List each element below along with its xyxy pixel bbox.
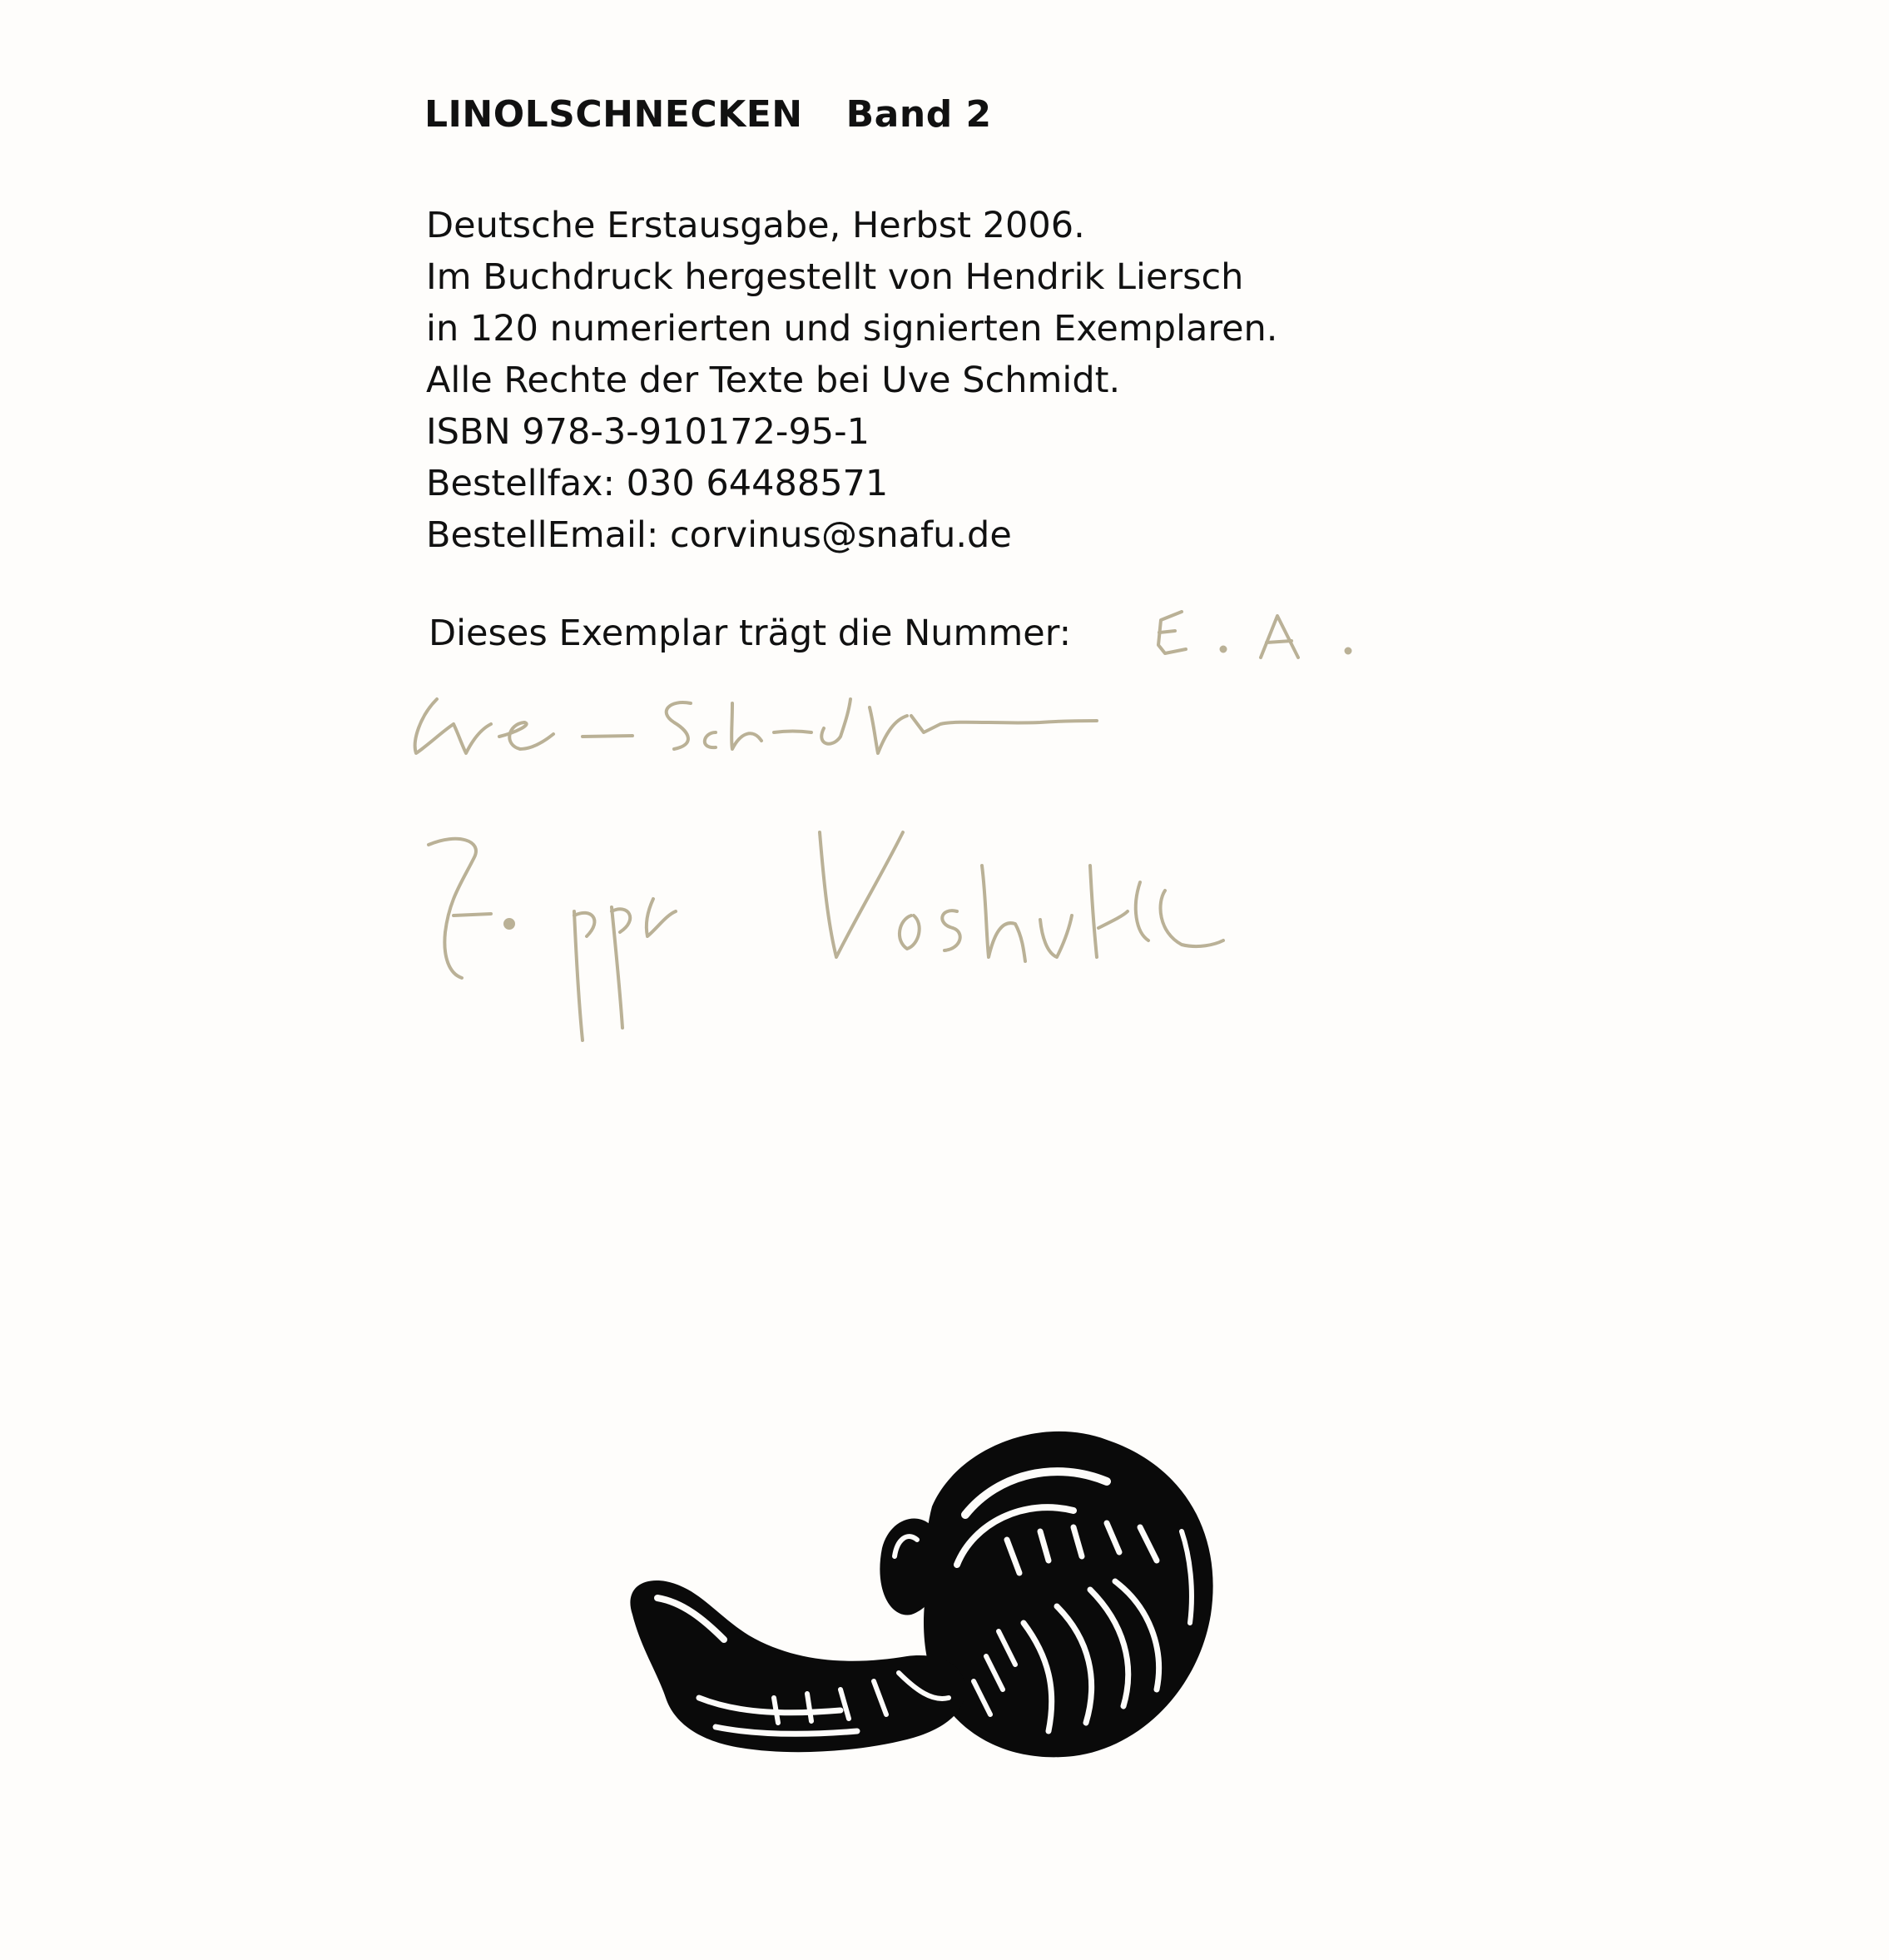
isbn-line: ISBN 978-3-910172-95-1: [426, 411, 870, 453]
imprint-block: [426, 200, 1277, 561]
snail-linocut-icon: [607, 1415, 1273, 1848]
handwritten-dedication: [429, 832, 1223, 1040]
series-title: LINOLSCHNECKEN: [424, 93, 803, 136]
handwritten-copy-number: [1158, 612, 1351, 657]
imprint-line: Deutsche Erstausgabe, Herbst 2006.: [426, 205, 1085, 246]
imprint-line: Im Buchdruck hergestellt von Hendrik Liersch: [426, 256, 1244, 298]
fax-line: Bestellfax: 030 64488571: [426, 463, 889, 504]
snail-shell: [924, 1432, 1213, 1757]
book-title-heading: [424, 93, 992, 136]
imprint-line: in 120 numerierten und signierten Exemplaren.: [426, 308, 1278, 350]
volume-label: Band 2: [845, 93, 992, 136]
imprint-line: Alle Rechte der Texte bei Uve Schmidt.: [426, 360, 1121, 401]
email-line: BestellEmail: corvinus@snafu.de: [426, 514, 1012, 556]
handwritten-signature: [415, 699, 1097, 753]
copy-number-label: Dieses Exemplar trägt die Nummer:: [429, 613, 1072, 654]
